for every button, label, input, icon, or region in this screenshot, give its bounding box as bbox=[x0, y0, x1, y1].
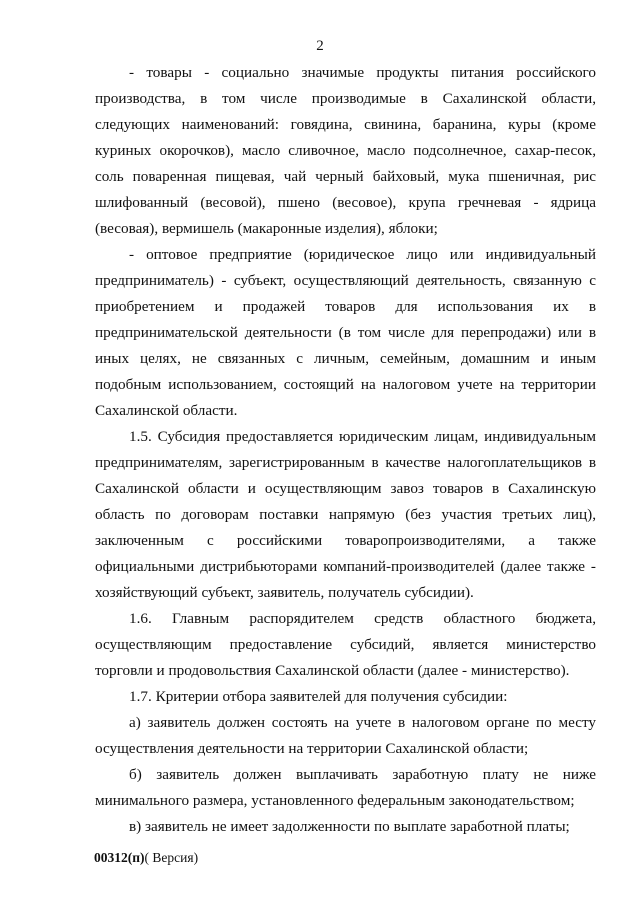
paragraph-goods-definition: - товары - социально значимые продукты питания российского производства, в том числе производимые в Сахалинской области, следующих наименований: говядина, свинина, баранина, куры (кроме куриных окорочков), масло сливочное, масло подсолнечное, сахар-песок, соль поваренная пищевая, чай черный байховый, мука пшеничная, рис шлифованный (весовой), пшено (весовое), крупа гречневая - ядрица (весовая), вермишель (макаронные изделия), яблоки; bbox=[95, 64, 596, 237]
criterion-a: а) заявитель должен состоять на учете в налоговом органе по месту осуществления деятельности на территории Сахалинской области; bbox=[95, 714, 596, 757]
page-number: 2 bbox=[316, 38, 324, 54]
paragraph-1-7: 1.7. Критерии отбора заявителей для получения субсидии: bbox=[129, 688, 508, 705]
document-body bbox=[95, 60, 596, 840]
paragraph-wholesale-definition: - оптовое предприятие (юридическое лицо или индивидуальный предприниматель) - субъект, осуществляющий деятельность, связанную с приобретением и продажей товаров для использования их в предпринимательской деятельности (в том числе для перепродажи) или в иных целях, не связанных с личным, семейным, домашним и иным подобным использованием, состоящий на налоговом учете на территории Сахалинской области. bbox=[95, 246, 596, 419]
paragraph-1-6: 1.6. Главным распорядителем средств областного бюджета, осуществляющим предоставление субсидий, является министерство торговли и продовольствия Сахалинской области (далее - министерство). bbox=[95, 610, 596, 679]
document-footer bbox=[94, 850, 198, 866]
document-code: 00312(п) bbox=[94, 850, 145, 865]
paragraph-1-5: 1.5. Субсидия предоставляется юридическим лицам, индивидуальным предпринимателям, зарегистрированным в качестве налогоплательщиков в Сахалинской области и осуществляющим завоз товаров в Сахалинскую область по договорам поставки напрямую (без участия третьих лиц), заключенным с российскими товаропроизводителями, а также официальными дистрибьюторами компаний-производителей (далее также - хозяйствующий субъект, заявитель, получатель субсидии). bbox=[95, 428, 596, 601]
document-version: ( Версия) bbox=[144, 850, 199, 865]
criterion-c: в) заявитель не имеет задолженности по выплате заработной платы; bbox=[129, 818, 570, 835]
criterion-b: б) заявитель должен выплачивать заработную плату не ниже минимального размера, установленного федеральным законодательством; bbox=[95, 766, 596, 809]
